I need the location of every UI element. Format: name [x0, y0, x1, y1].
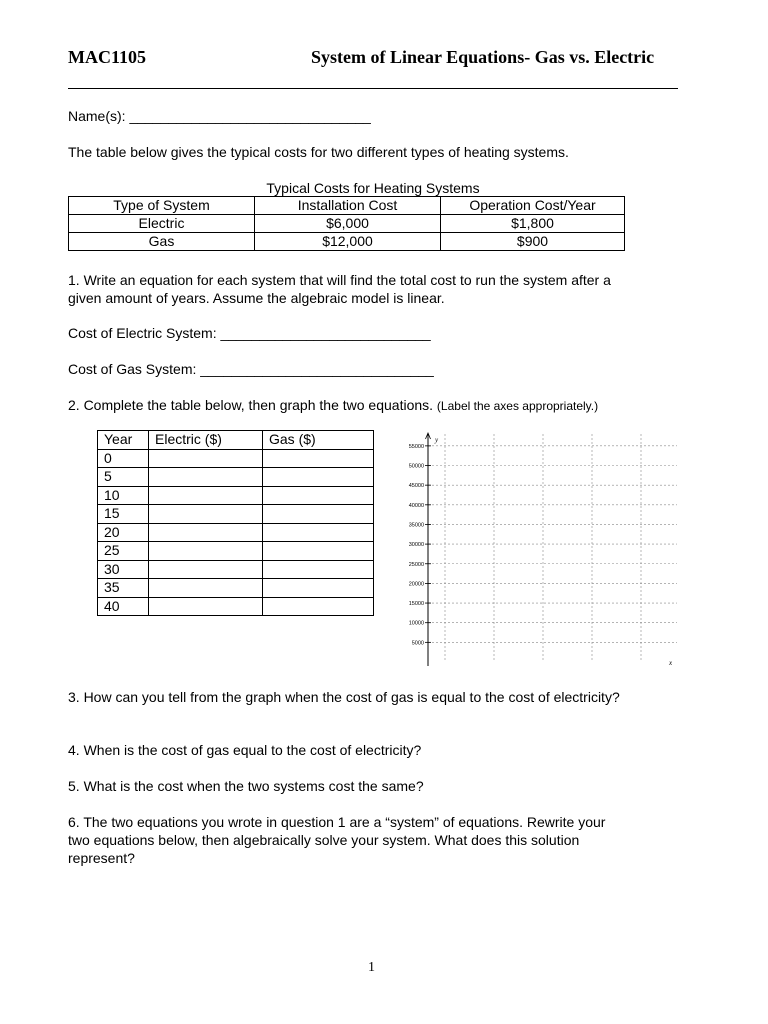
y-tick-label: 35000: [408, 522, 424, 529]
electric-cell: [149, 486, 263, 505]
x-axis-label: x: [669, 659, 673, 667]
year-cell: 40: [98, 597, 149, 616]
electric-cell: [149, 523, 263, 542]
gas-cell: [263, 523, 374, 542]
table-row: [98, 486, 374, 505]
question-6-line-2: two equations below, then algebraically solve your system. What does this solution: [68, 832, 580, 848]
year-cell: 35: [98, 579, 149, 598]
y-tick-label: 30000: [408, 542, 424, 549]
electric-cell: [149, 468, 263, 487]
y-tick-label: 10000: [408, 620, 424, 627]
table-header-cell: Installation Cost: [255, 197, 441, 215]
question-1-line-1: 1. Write an equation for each system that will find the total cost to run the system after a: [68, 272, 611, 288]
document-title: System of Linear Equations- Gas vs. Electric: [311, 47, 655, 67]
costs-table-caption: Typical Costs for Heating Systems: [266, 180, 480, 196]
y-axis-label: y: [435, 436, 439, 444]
name-line: Name(s): _______________________________: [68, 108, 371, 124]
gas-cell: [263, 449, 374, 468]
gas-cost-line: Cost of Gas System: ______________________________: [68, 361, 434, 377]
gas-cell: [263, 468, 374, 487]
question-1-line-2: given amount of years. Assume the algebraic model is linear.: [68, 290, 445, 306]
question-4: 4. When is the cost of gas equal to the cost of electricity?: [68, 742, 422, 758]
year-cell: 20: [98, 523, 149, 542]
table-cell: Gas: [69, 233, 255, 251]
question-2: [68, 396, 598, 415]
table-cell: $900: [441, 233, 625, 251]
table-row: [98, 597, 374, 616]
table-row: [69, 215, 625, 233]
year-cell: 15: [98, 505, 149, 524]
question-2-text: 2. Complete the table below, then graph the two equations.: [68, 397, 434, 413]
y-tick-label: 40000: [408, 502, 424, 509]
gas-cell: [263, 579, 374, 598]
table-row: [98, 431, 374, 450]
electric-cell: [149, 505, 263, 524]
y-tick-label: 25000: [408, 561, 424, 568]
table-header-cell: Operation Cost/Year: [441, 197, 625, 215]
table-cell: $12,000: [255, 233, 441, 251]
gas-cell: [263, 486, 374, 505]
table-row: [98, 579, 374, 598]
table-row: [69, 233, 625, 251]
gas-cell: [263, 505, 374, 524]
table-cell: Electric: [69, 215, 255, 233]
electric-cell: [149, 560, 263, 579]
year-cell: 25: [98, 542, 149, 561]
electric-cell: [149, 542, 263, 561]
question-6-line-1: 6. The two equations you wrote in question 1 are a “system” of equations. Rewrite your: [68, 814, 606, 830]
question-6-line-3: represent?: [68, 850, 135, 866]
table-header-cell: Type of System: [69, 197, 255, 215]
table-row: [69, 197, 625, 215]
y-tick-label: 45000: [408, 483, 424, 490]
table-row: [98, 523, 374, 542]
table-cell: $1,800: [441, 215, 625, 233]
table-row: [98, 505, 374, 524]
electric-cell: [149, 449, 263, 468]
course-code: MAC1105: [68, 47, 146, 67]
table-header-cell: Year: [98, 431, 149, 450]
y-tick-label: 5000: [411, 640, 424, 647]
blank-graph: [395, 430, 685, 670]
table-row: [98, 449, 374, 468]
intro-text: The table below gives the typical costs for two different types of heating systems.: [68, 144, 569, 160]
table-cell: $6,000: [255, 215, 441, 233]
table-row: [98, 560, 374, 579]
table-header-cell: Gas ($): [263, 431, 374, 450]
question-2-note: (Label the axes appropriately.): [436, 399, 599, 413]
electric-cost-line: Cost of Electric System: ___________________________: [68, 325, 431, 341]
year-cell: 5: [98, 468, 149, 487]
year-cell: 10: [98, 486, 149, 505]
question-3: 3. How can you tell from the graph when the cost of gas is equal to the cost of electricity?: [68, 689, 620, 705]
costs-table: [68, 196, 625, 251]
year-cell: 30: [98, 560, 149, 579]
gas-cell: [263, 560, 374, 579]
gas-cell: [263, 542, 374, 561]
year-cell: 0: [98, 449, 149, 468]
table-row: [98, 542, 374, 561]
question-5: 5. What is the cost when the two systems cost the same?: [68, 778, 424, 794]
electric-cell: [149, 579, 263, 598]
page-number: 1: [368, 960, 375, 975]
y-tick-label: 50000: [408, 463, 424, 470]
header-rule: [68, 88, 678, 89]
table-header-cell: Electric ($): [149, 431, 263, 450]
y-tick-label: 15000: [408, 601, 424, 608]
table-row: [98, 468, 374, 487]
y-tick-label: 20000: [408, 581, 424, 588]
gas-cell: [263, 597, 374, 616]
year-table: [97, 430, 374, 616]
electric-cell: [149, 597, 263, 616]
y-tick-label: 55000: [408, 443, 424, 450]
